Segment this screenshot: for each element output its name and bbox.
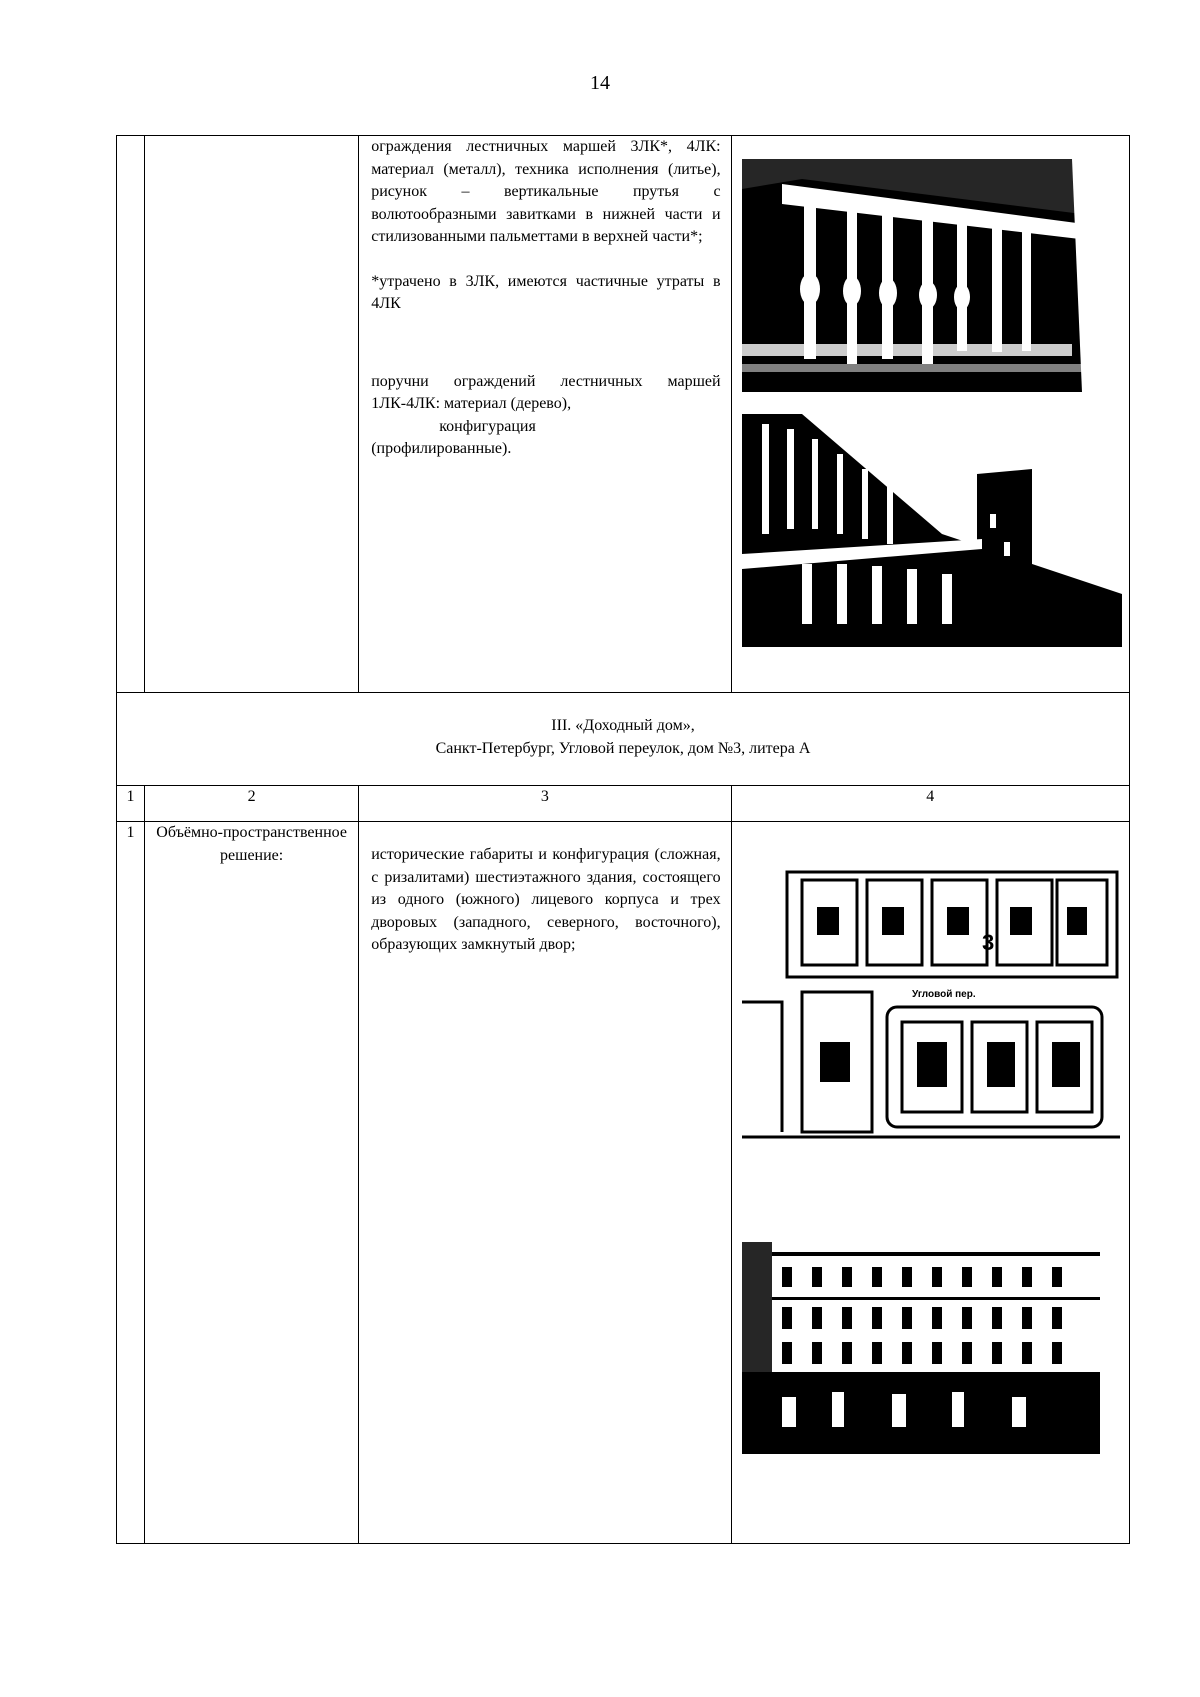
- cell-empty: [145, 136, 359, 693]
- table-row: [117, 136, 1130, 693]
- cell-empty: [117, 136, 145, 693]
- railing-photo: [742, 159, 1122, 392]
- column-number: 3: [359, 786, 731, 822]
- cell-description: [359, 822, 731, 1544]
- cell-description: [359, 136, 731, 693]
- protected-objects-table: [116, 135, 1130, 1544]
- map-street-label: Угловой пер.: [911, 989, 976, 1000]
- column-number: 1: [117, 786, 145, 822]
- handrail-photo: [742, 414, 1122, 647]
- section-title: III. «Доходный дом», Санкт-Петербург, Угловой переулок, дом №3, литера А: [117, 693, 1130, 786]
- handrail-text: поручни ограждений лестничных маршей 1ЛК-4ЛК: материал (дерево), конфигурация (профилированные).: [371, 372, 721, 457]
- row-number: 1: [117, 822, 145, 1544]
- page-number: 14: [590, 72, 610, 94]
- cell-photos: [731, 136, 1129, 693]
- table-row: [117, 822, 1130, 1544]
- map-building-number: 3: [981, 930, 994, 955]
- cell-photos: [731, 822, 1129, 1544]
- column-number-row: [117, 786, 1130, 822]
- element-name: Объёмно-пространственное решение:: [145, 822, 359, 1544]
- site-plan-image: [742, 862, 1120, 1147]
- loss-note: *утрачено в 3ЛК, имеются частичные утраты в 4ЛК: [371, 272, 721, 312]
- column-number: 2: [145, 786, 359, 822]
- facade-photo: [742, 1222, 1100, 1454]
- description-text: исторические габариты и конфигурация (сложная, с ризалитами) шестиэтажного здания, состоящего из одного (южного) лицевого корпуса и трех дворовых (западного, северного, восточного), образующих замкнутый двор;: [371, 846, 721, 953]
- column-number: 4: [731, 786, 1129, 822]
- railing-text: ограждения лестничных маршей 3ЛК*, 4ЛК: материал (металл), техника исполнения (литье), рисунок – вертикальные прутья с волютообразными завитками в нижней части и стилизованными пальметтами в верхней части*;: [371, 138, 721, 245]
- section-row: [117, 693, 1130, 786]
